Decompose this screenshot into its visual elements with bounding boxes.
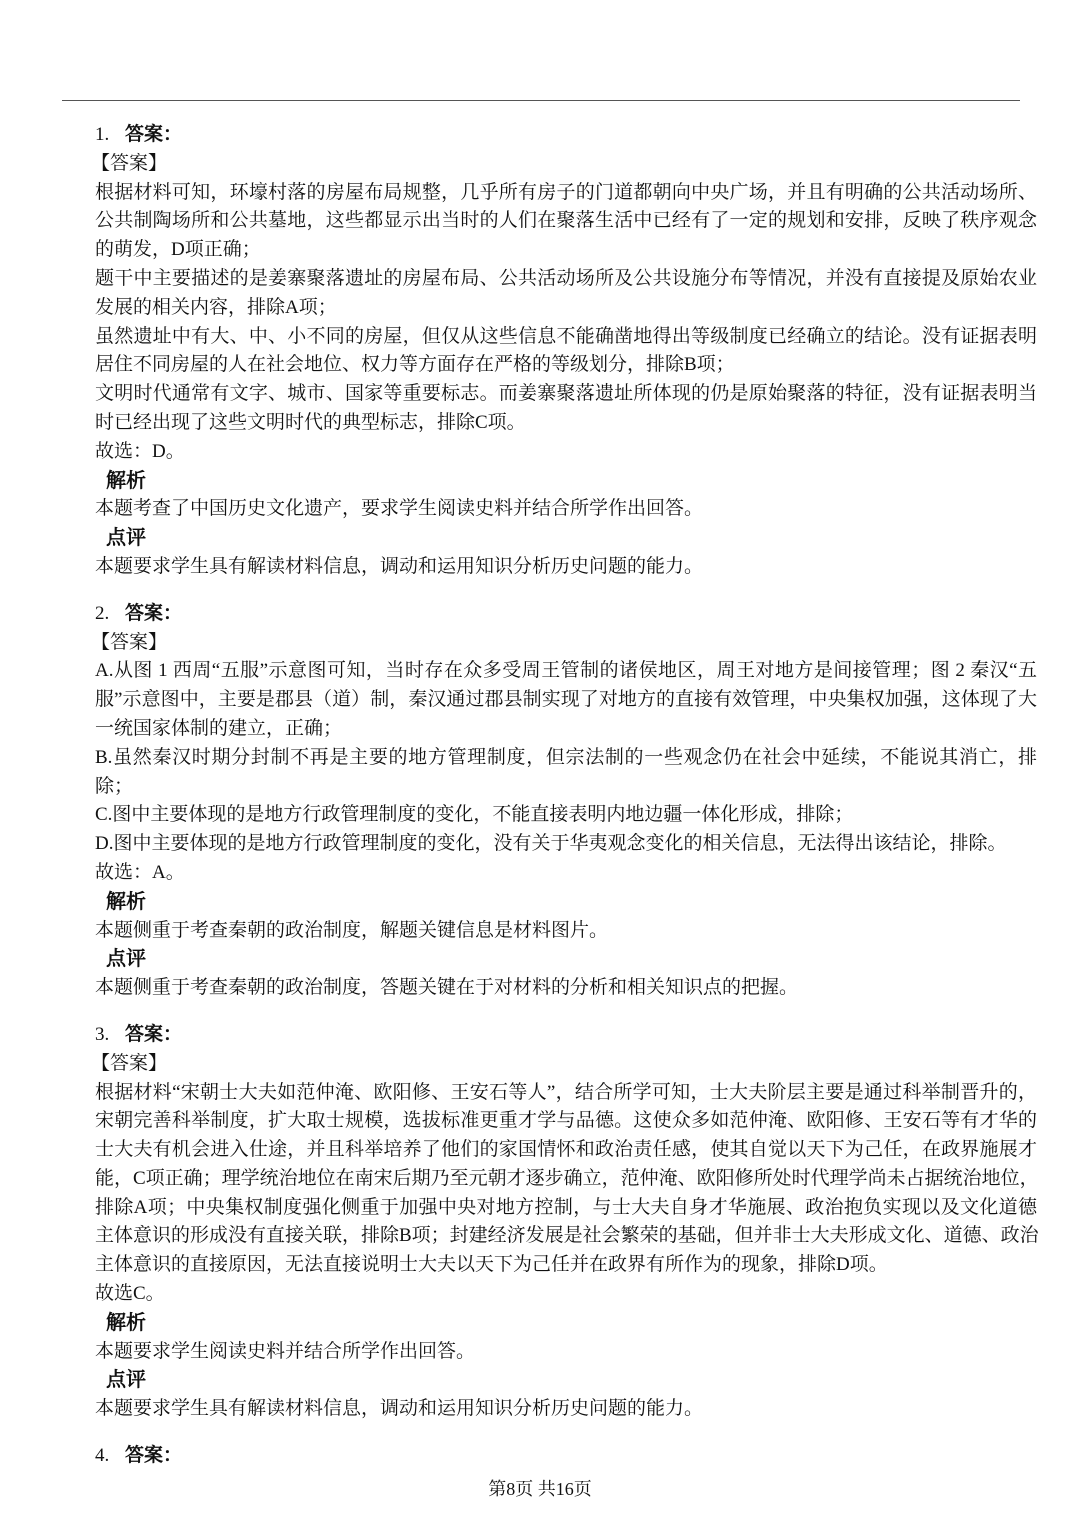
question-1	[91, 121, 1040, 582]
page-content	[91, 121, 1040, 1489]
answer-line: 排除A项；中央集权制度强化侧重于加强中央对地方控制，与士大夫自身才华施展、政治抱负实现以及文化道德	[95, 1196, 1037, 1218]
answer-line: 发展的相关内容，排除A项；	[95, 296, 337, 318]
answer-line: 文明时代通常有文字、城市、国家等重要标志。而姜寨聚落遗址所体现的仍是原始聚落的特征，没有证据表明当	[95, 383, 1037, 405]
answer-line: 主体意识的直接原因，无法直接说明士大夫以天下为己任并在政界有所作为的现象，排除D项。	[95, 1254, 888, 1276]
answer-line: A.从图 1 西周“五服”示意图可知，当时存在众多受周王管制的诸侯地区，周王对地方是间接管理；图 2 秦汉“五	[95, 660, 1037, 682]
answer-line: 根据材料“宋朝士大夫如范仲淹、欧阳修、王安石等人”，结合所学可知，士大夫阶层主要是通过科举制晋升的，	[95, 1081, 1037, 1103]
answer-line: 公共制陶场所和公共墓地，这些都显示出当时的人们在聚落生活中已经有了一定的规划和安排，反映了秩序观念	[95, 210, 1037, 232]
answer-line: 服”示意图中，主要是郡县（道）制，秦汉通过郡县制实现了对地方的直接有效管理，中央集权加强，这体现了大	[95, 689, 1037, 711]
answer-line: 主体意识的形成没有直接关联，排除B项；封建经济发展是社会繁荣的基础，但并非士大夫形成文化、道德、政治	[95, 1225, 1039, 1247]
analysis-label: 解析	[106, 890, 146, 913]
comment-text: 本题侧重于考查秦朝的政治制度，答题关键在于对材料的分析和相关知识点的把握。	[95, 977, 799, 999]
page-footer: 第8页 共16页	[488, 1479, 592, 1499]
answer-line: 根据材料可知，环壕村落的房屋布局规整，几乎所有房子的门道都朝向中央广场，并且有明确的公共活动场所、	[95, 181, 1037, 203]
answer-line: 题干中主要描述的是姜寨聚落遗址的房屋布局、公共活动场所及公共设施分布等情况，并没有直接提及原始农业	[95, 267, 1037, 289]
question-4	[95, 1442, 1040, 1471]
question-number: 3.	[95, 1023, 110, 1045]
answer-choice: 故选C。	[95, 1283, 165, 1305]
question-number: 4.	[95, 1445, 110, 1467]
answer-heading: 答案：	[125, 124, 183, 145]
comment-label: 点评	[106, 948, 146, 971]
answer-line: C.图中主要体现的是地方行政管理制度的变化，不能直接表明内地边疆一体化形成，排除；	[95, 804, 854, 826]
analysis-text: 本题要求学生阅读史料并结合所学作出回答。	[95, 1340, 476, 1362]
answer-line: 的萌发，D项正确；	[95, 239, 261, 261]
answer-choice: 故选：D。	[95, 440, 185, 462]
answer-line: D.图中主要体现的是地方行政管理制度的变化，没有关于华夷观念变化的相关信息，无法得出该结论，排除。	[95, 833, 1007, 855]
comment-label: 点评	[106, 1369, 146, 1392]
answer-label: 【答案】	[91, 1052, 168, 1074]
answer-line: 一统国家体制的建立，正确；	[95, 717, 343, 739]
comment-text: 本题要求学生具有解读材料信息，调动和运用知识分析历史问题的能力。	[95, 1398, 704, 1420]
comment-text: 本题要求学生具有解读材料信息，调动和运用知识分析历史问题的能力。	[95, 555, 704, 577]
question-heading	[95, 121, 1040, 150]
answer-line: B.虽然秦汉时期分封制不再是主要的地方管理制度，但宗法制的一些观念仍在社会中延续，不能说其消亡，排	[95, 746, 1037, 768]
question-heading	[95, 600, 1040, 629]
answer-label: 【答案】	[91, 631, 168, 653]
analysis-label: 解析	[106, 469, 146, 492]
answer-heading: 答案：	[125, 602, 183, 624]
answer-line: 虽然遗址中有大、中、小不同的房屋，但仅从这些信息不能确凿地得出等级制度已经确立的结论。没有证据表明	[95, 325, 1037, 347]
analysis-text: 本题侧重于考查秦朝的政治制度，解题关键信息是材料图片。	[95, 919, 609, 941]
question-3	[91, 1021, 1040, 1424]
question-number: 1.	[95, 124, 110, 145]
answer-heading: 答案：	[125, 1023, 183, 1045]
header-rule	[62, 100, 1020, 101]
answer-choice: 故选：A。	[95, 861, 185, 883]
answer-line: 能，C项正确；理学统治地位在南宋后期乃至元朝才逐步确立，范仲淹、欧阳修所处时代理学尚未占据统治地位，	[95, 1167, 1039, 1189]
answer-line: 居住不同房屋的人在社会地位、权力等方面存在严格的等级划分，排除B项；	[95, 354, 735, 376]
answer-line: 时已经出现了这些文明时代的典型标志，排除C项。	[95, 411, 526, 433]
question-number: 2.	[95, 602, 110, 624]
answer-heading: 答案：	[125, 1445, 183, 1467]
question-2	[91, 600, 1040, 1003]
question-heading	[95, 1442, 1040, 1471]
answer-label: 【答案】	[91, 152, 168, 174]
answer-line: 除；	[95, 775, 134, 797]
answer-line: 宋朝完善科举制度，扩大取士规模，选拔标准更重才学与品德。这使众多如范仲淹、欧阳修、王安石等有才华的	[95, 1110, 1037, 1132]
answer-line: 士大夫有机会进入仕途，并且科举培养了他们的家国情怀和政治责任感，使其自觉以天下为己任，在政界施展才	[95, 1139, 1037, 1161]
question-heading	[95, 1021, 1040, 1050]
analysis-text: 本题考查了中国历史文化遗产，要求学生阅读史料并结合所学作出回答。	[95, 498, 704, 520]
comment-label: 点评	[106, 527, 146, 550]
analysis-label: 解析	[106, 1311, 146, 1334]
